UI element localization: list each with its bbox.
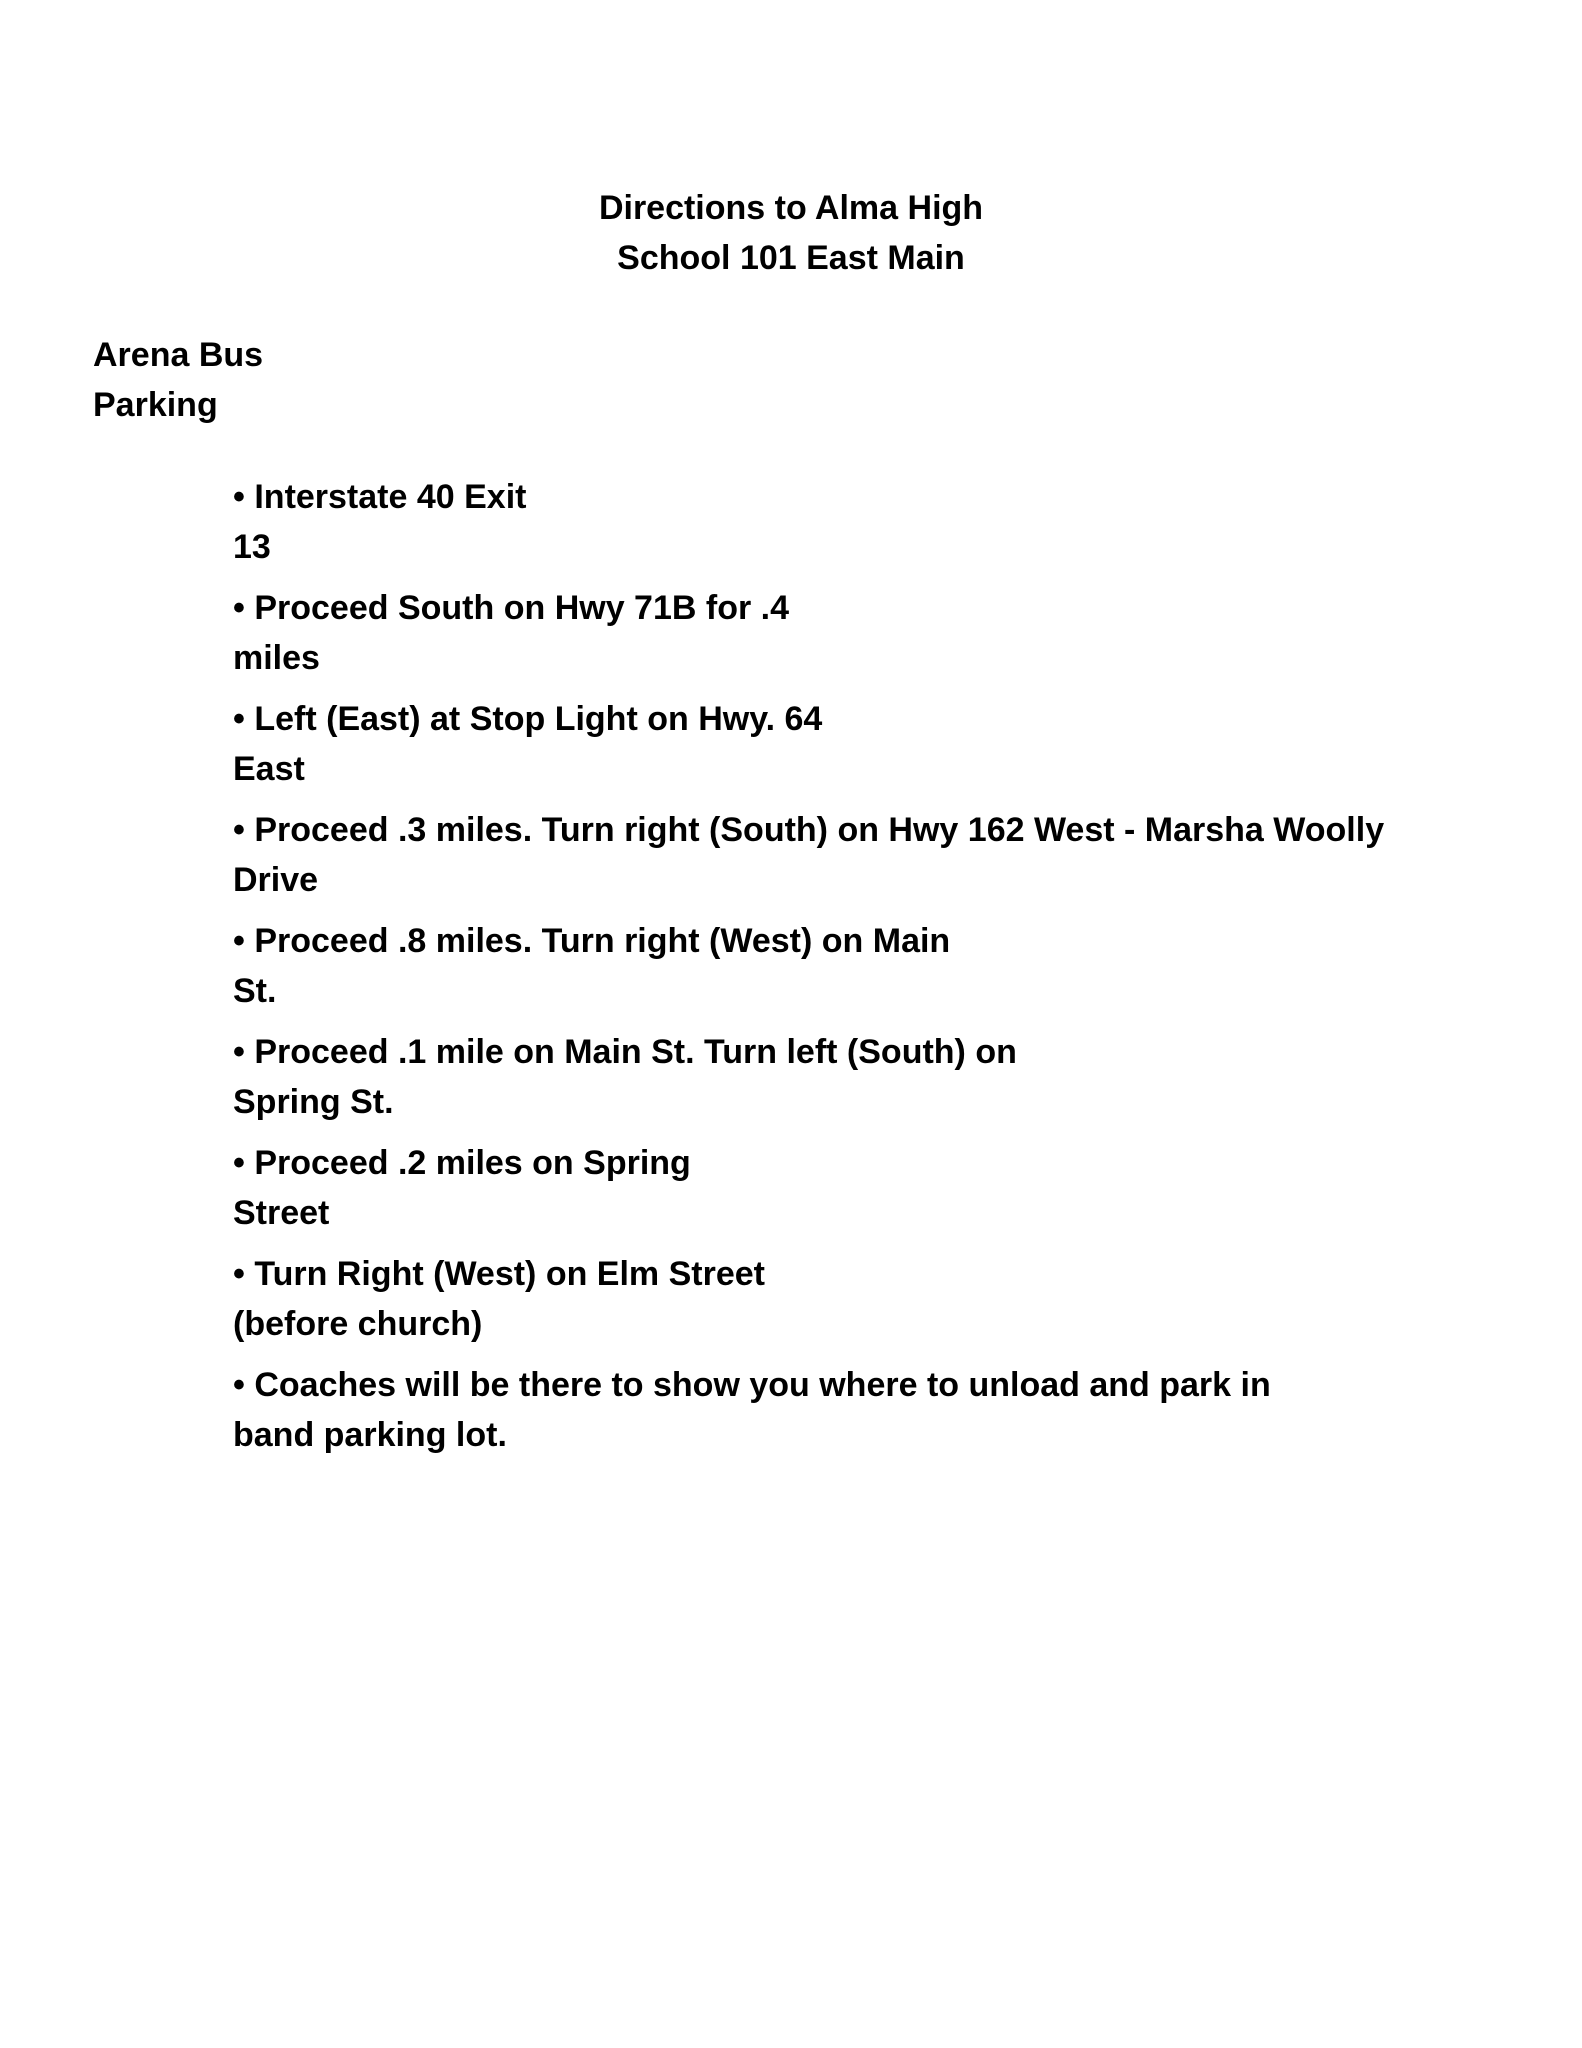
direction-step bbox=[233, 472, 1384, 572]
direction-step-line-1: • Coaches will be there to show you where to unload and park in bbox=[233, 1366, 1271, 1404]
direction-step-line-1: • Proceed .3 miles. Turn right (South) on Hwy 162 West - Marsha Woolly bbox=[233, 811, 1385, 849]
direction-step-line-2: Spring St. bbox=[233, 1083, 394, 1121]
direction-step-line-1: • Left (East) at Stop Light on Hwy. 64 bbox=[233, 700, 823, 738]
direction-step bbox=[233, 1360, 1384, 1460]
section-heading-line-2: Parking bbox=[93, 386, 218, 424]
page-title-line-1: Directions to Alma High bbox=[598, 189, 984, 227]
direction-step-line-2: Street bbox=[233, 1194, 330, 1232]
section-heading bbox=[93, 330, 263, 430]
direction-step bbox=[233, 694, 1384, 794]
direction-step-line-2: miles bbox=[233, 639, 320, 677]
direction-step-line-2: (before church) bbox=[233, 1305, 483, 1343]
direction-step-line-1: • Interstate 40 Exit bbox=[233, 478, 527, 516]
direction-step bbox=[233, 1249, 1384, 1349]
page-title-line-2: School 101 East Main bbox=[617, 239, 965, 277]
direction-step-line-1: • Proceed .8 miles. Turn right (West) on Main bbox=[233, 922, 951, 960]
direction-step-line-2: Drive bbox=[233, 861, 319, 899]
direction-step bbox=[233, 1027, 1384, 1127]
direction-step bbox=[233, 916, 1384, 1016]
directions-list bbox=[233, 472, 1384, 1471]
direction-step-line-1: • Proceed .2 miles on Spring bbox=[233, 1144, 691, 1182]
page-title bbox=[0, 183, 1582, 283]
direction-step bbox=[233, 583, 1384, 683]
direction-step-line-1: • Turn Right (West) on Elm Street bbox=[233, 1255, 765, 1293]
direction-step-line-2: band parking lot. bbox=[233, 1416, 507, 1454]
direction-step-line-2: East bbox=[233, 750, 305, 788]
section-heading-line-1: Arena Bus bbox=[93, 336, 264, 374]
direction-step bbox=[233, 805, 1384, 905]
direction-step-line-2: St. bbox=[233, 972, 277, 1010]
direction-step-line-2: 13 bbox=[233, 528, 271, 566]
direction-step-line-1: • Proceed .1 mile on Main St. Turn left (South) on bbox=[233, 1033, 1017, 1071]
direction-step bbox=[233, 1138, 1384, 1238]
direction-step-line-1: • Proceed South on Hwy 71B for .4 bbox=[233, 589, 790, 627]
